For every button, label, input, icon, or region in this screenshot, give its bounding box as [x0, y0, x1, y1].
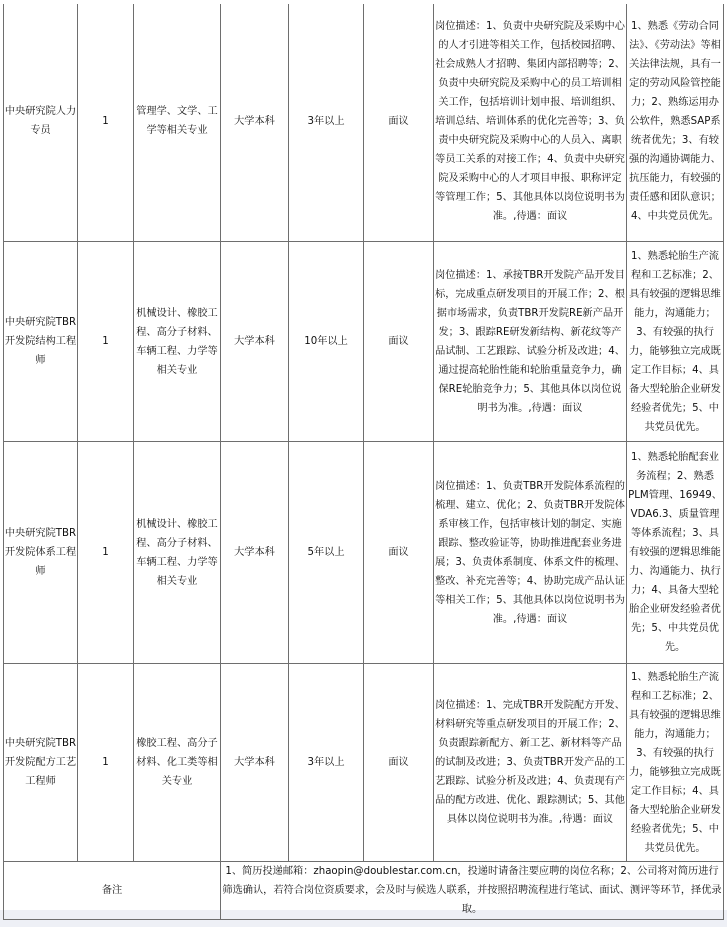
- job-education: 大学本科: [221, 242, 289, 442]
- job-education: 大学本科: [221, 1, 289, 242]
- job-education: 大学本科: [221, 442, 289, 664]
- table-row: [4, 242, 724, 442]
- job-requirements: 1、熟悉轮胎生产流程和工艺标准；2、具有较强的逻辑思维能力，沟通能力；3、有较强的执行力，能够独立完成既定工作目标；4、具备大型轮胎企业研发经验者优先；5、中共党员优先。: [627, 242, 724, 442]
- job-experience: 3年以上: [289, 664, 364, 862]
- job-listing-table: [3, 0, 724, 920]
- job-title: 中央研究院人力专员: [4, 1, 78, 242]
- job-title: 中央研究院TBR开发院结构工程师: [4, 242, 78, 442]
- job-experience: 10年以上: [289, 242, 364, 442]
- note-label: 备注: [4, 862, 221, 920]
- job-experience: 5年以上: [289, 442, 364, 664]
- job-description: 岗位描述：1、负责中央研究院及采购中心的人才引进等相关工作，包括校园招聘、社会成熟人才招聘、集团内部招聘等；2、负责中央研究院及采购中心的员工培训相关工作，包括培训计划申报、培训组织、培训总结、培训体系的优化完善等；3、负责中央研究院及采购中心的人员入、离职等员工关系的对接工作；4、负责中央研究院及采购中心的人才项目申报、职称评定等管理工作；5、其他具体以岗位说明书为准。,待遇：面议: [434, 1, 627, 242]
- job-education: 大学本科: [221, 664, 289, 862]
- table-row: [4, 442, 724, 664]
- job-title: 中央研究院TBR开发院配方工艺工程师: [4, 664, 78, 862]
- job-major: 机械设计、橡胶工程、高分子材料、车辆工程、力学等相关专业: [134, 442, 221, 664]
- table-row: [4, 664, 724, 862]
- job-headcount: 1: [78, 442, 134, 664]
- job-headcount: 1: [78, 1, 134, 242]
- job-requirements: 1、熟悉轮胎配套业务流程；2、熟悉PLM管理、16949、VDA6.3、质量管理等体系流程；3、具有较强的逻辑思维能力、沟通能力、执行力；4、具备大型轮胎企业研发经验者优先；5、中共党员优先。: [627, 442, 724, 664]
- job-experience: 3年以上: [289, 1, 364, 242]
- note-text: 1、简历投递邮箱：zhaopin@doublestar.com.cn，投递时请备注要应聘的岗位名称；2、公司将对简历进行筛选确认，若符合岗位资质要求，会及时与候选人联系，并按照招聘流程进行笔试、面试、测评等环节，择优录取。: [221, 862, 724, 920]
- job-description: 岗位描述：1、完成TBR开发院配方开发、材料研究等重点研发项目的开展工作；2、负责跟踪新配方、新工艺、新材料等产品的试制及改进；3、负责TBR开发产品的工艺跟踪、试验分析及改进；4、负责现有产品的配方改进、优化、跟踪测试；5、其他具体以岗位说明书为准。,待遇：面议: [434, 664, 627, 862]
- job-major: 管理学、文学、工学等相关专业: [134, 1, 221, 242]
- job-headcount: 1: [78, 664, 134, 862]
- top-edge: [0, 0, 727, 4]
- job-major: 机械设计、橡胶工程、高分子材料、车辆工程、力学等相关专业: [134, 242, 221, 442]
- job-headcount: 1: [78, 242, 134, 442]
- job-salary: 面议: [364, 242, 434, 442]
- job-description: 岗位描述：1、承接TBR开发院产品开发目标，完成重点研发项目的开展工作；2、根据市场需求，负责TBR开发院RE新产品开发；3、跟踪RE研发新结构、新花纹等产品试制、工艺跟踪、试验分析及改进；4、通过提高轮胎性能和轮胎重量竞争力，确保RE轮胎竞争力；5、其他具体以岗位说明书为准。,待遇：面议: [434, 242, 627, 442]
- job-requirements: 1、熟悉《劳动合同法》、《劳动法》等相关法律法规，具有一定的劳动风险管控能力；2、熟练运用办公软件，熟悉SAP系统者优先；3、有较强的沟通协调能力、抗压能力，有较强的责任感和团队意识；4、中共党员优先。: [627, 1, 724, 242]
- job-requirements: 1、熟悉轮胎生产流程和工艺标准；2、具有较强的逻辑思维能力，沟通能力；3、有较强的执行力，能够独立完成既定工作目标；4、具备大型轮胎企业研发经验者优先；5、中共党员优先。: [627, 664, 724, 862]
- job-major: 橡胶工程、高分子材料、化工类等相关专业: [134, 664, 221, 862]
- job-salary: 面议: [364, 442, 434, 664]
- table-row: [4, 1, 724, 242]
- job-salary: 面议: [364, 1, 434, 242]
- job-salary: 面议: [364, 664, 434, 862]
- job-description: 岗位描述：1、负责TBR开发院体系流程的梳理、建立、优化；2、负责TBR开发院体系审核工作，包括审核计划的制定、实施跟踪、整改验证等，协助推进配套业务进展；3、负责体系制度、体系文件的梳理、整改、补充完善等；4、协助完成产品认证等相关工作；5、其他具体以岗位说明书为准。,待遇：面议: [434, 442, 627, 664]
- note-row: [4, 862, 724, 920]
- job-title: 中央研究院TBR开发院体系工程师: [4, 442, 78, 664]
